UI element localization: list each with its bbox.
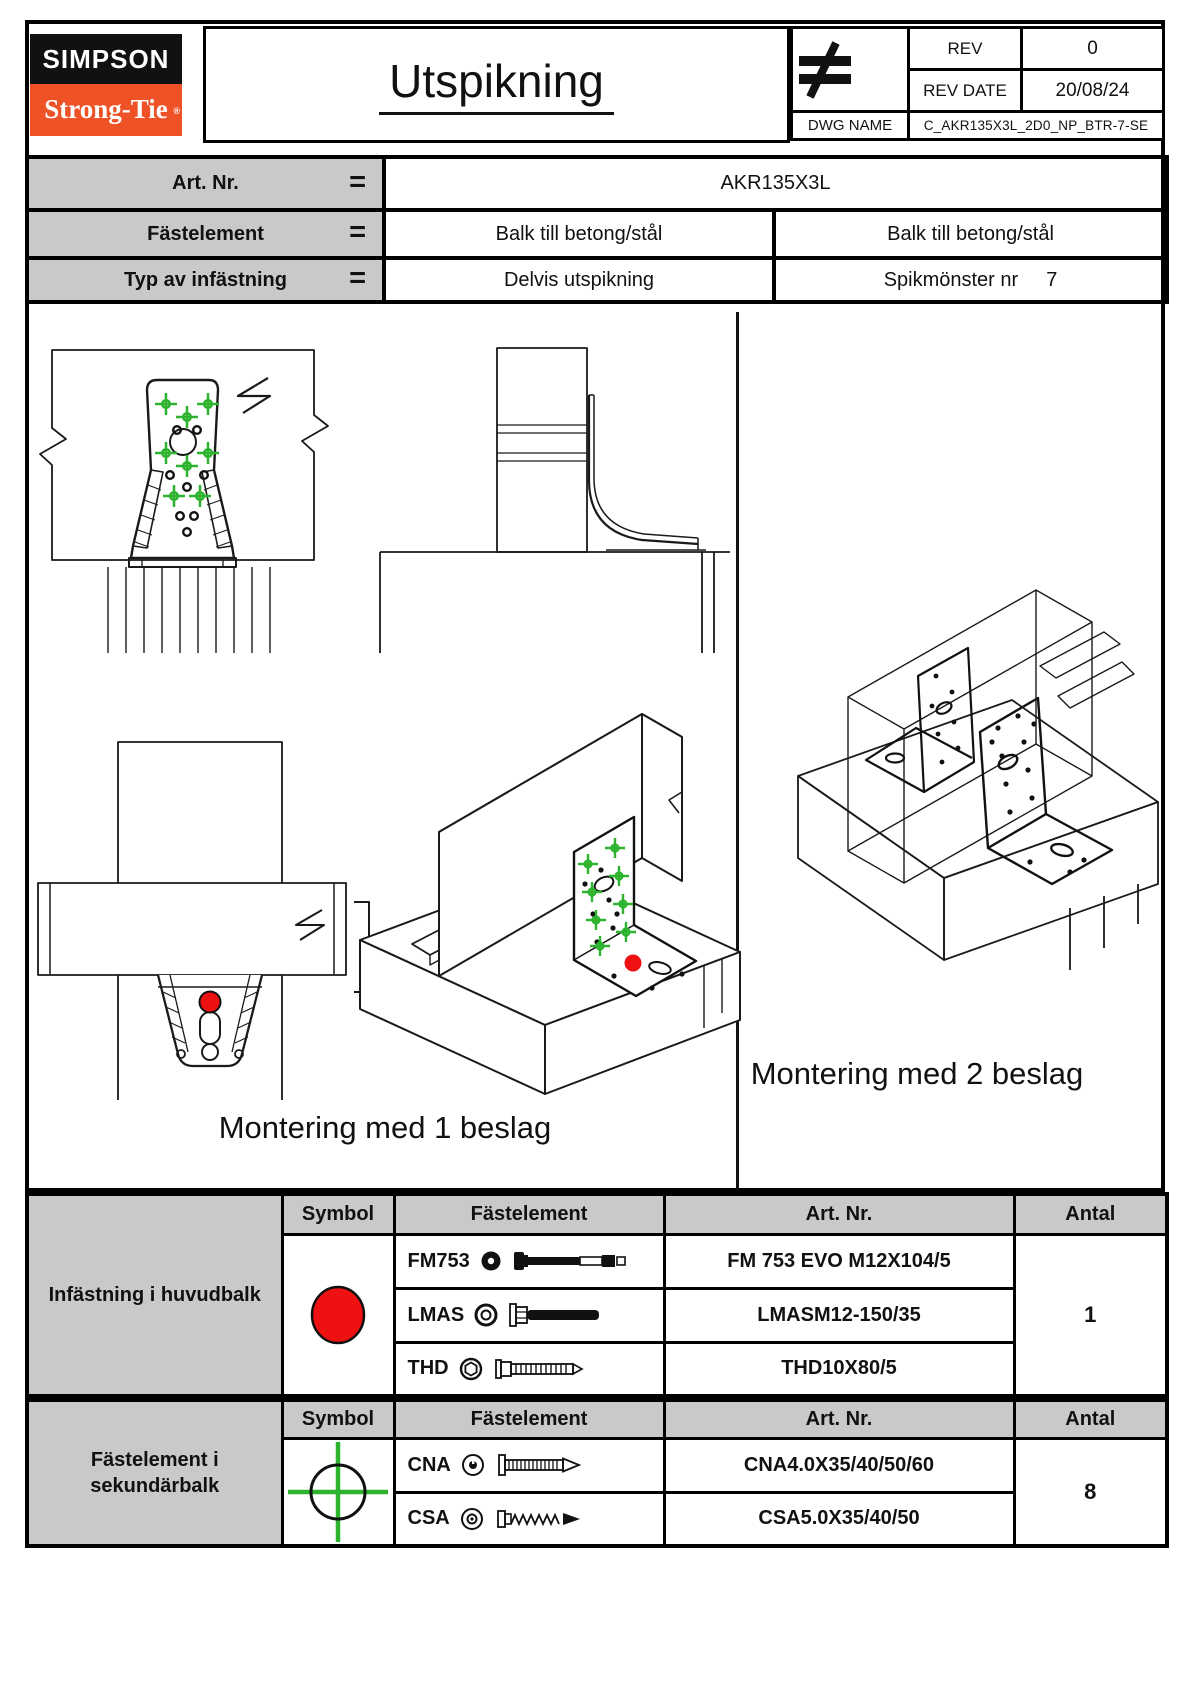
simpson-strongtie-logo (30, 34, 182, 136)
rev-date-label: REV DATE (909, 70, 1022, 112)
section-label: Infästning i huvudbalk (27, 1194, 282, 1396)
fastener-table-huvudbalk (25, 1192, 1169, 1398)
thd-screw-icon (493, 1354, 611, 1384)
thd-head-icon (459, 1357, 483, 1381)
artnr-cell: THD10X80/5 (664, 1342, 1014, 1396)
rev-date-value: 20/08/24 (1022, 70, 1164, 112)
col-antal: Antal (1014, 1194, 1167, 1234)
fastener-row: CSA (394, 1492, 664, 1546)
info-row-fastelement-left: Balk till betong/stål (384, 210, 774, 258)
equals-sign: = (349, 262, 366, 295)
csa-head-icon (460, 1507, 484, 1531)
fastener-table-sekundarbalk (25, 1398, 1169, 1548)
symbol-cell (282, 1234, 394, 1396)
plan-view-drawing (30, 690, 355, 1105)
caption-montering-2: Montering med 2 beslag (750, 1056, 1084, 1091)
red-dot-symbol-icon (303, 1280, 373, 1350)
artnr-cell: CSA5.0X35/40/50 (664, 1492, 1014, 1546)
info-row-artnr-label: Art. Nr. = (27, 157, 384, 210)
info-row-spikmonster: Spikmönster nr 7 (774, 258, 1167, 302)
spikmonster-number: 7 (1046, 268, 1058, 291)
info-row-type-left: Delvis utspikning (384, 258, 774, 302)
info-row-type-label: Typ av infästning = (27, 258, 384, 302)
fm753-head-icon (480, 1250, 502, 1272)
fastener-row: LMAS (394, 1288, 664, 1342)
revision-table (790, 26, 1165, 141)
col-fastener: Fästelement (394, 1400, 664, 1438)
rev-label: REV (909, 28, 1022, 70)
bolt-marker-red (625, 955, 642, 972)
info-row-artnr-value: AKR135X3L (384, 157, 1167, 210)
not-equal-stamp (792, 28, 909, 112)
rev-value: 0 (1022, 28, 1164, 70)
cna-head-icon (461, 1453, 485, 1477)
isometric-one-bracket-drawing (352, 692, 742, 1097)
info-row-fastelement-right: Balk till betong/stål (774, 210, 1167, 258)
green-crosshair-symbol-icon (286, 1440, 390, 1544)
fastener-row: FM753 (394, 1234, 664, 1288)
symbol-cell (282, 1438, 394, 1546)
not-equal-icon (793, 41, 857, 99)
side-view-drawing (362, 320, 732, 655)
equals-sign: = (349, 165, 366, 198)
info-row-fastelement-label: Fästelement = (27, 210, 384, 258)
lmas-bolt-icon (508, 1300, 626, 1330)
fastener-row: THD (394, 1342, 664, 1396)
col-symbol: Symbol (282, 1400, 394, 1438)
lmas-head-icon (474, 1303, 498, 1327)
fm753-bolt-icon (512, 1246, 630, 1276)
isometric-two-brackets-drawing (740, 470, 1160, 1045)
antal-cell: 1 (1014, 1234, 1167, 1396)
dwg-name-value: C_AKR135X3L_2D0_NP_BTR-7-SE (909, 112, 1164, 140)
front-view-drawing (30, 320, 360, 655)
logo-simpson: SIMPSON (30, 34, 182, 84)
title-block (203, 26, 790, 143)
col-artnr: Art. Nr. (664, 1400, 1014, 1438)
equals-sign: = (349, 216, 366, 249)
col-antal: Antal (1014, 1400, 1167, 1438)
bolt-marker-red (200, 992, 221, 1013)
col-fastener: Fästelement (394, 1194, 664, 1234)
artnr-cell: FM 753 EVO M12X104/5 (664, 1234, 1014, 1288)
fastener-row: CNA (394, 1438, 664, 1492)
csa-screw-icon (494, 1504, 612, 1534)
break-symbol-icon (238, 378, 270, 413)
artnr-cell: CNA4.0X35/40/50/60 (664, 1438, 1014, 1492)
sheet-title: Utspikning (379, 54, 614, 115)
caption-montering-1: Montering med 1 beslag (218, 1110, 552, 1145)
cna-nail-icon (495, 1450, 613, 1480)
info-table (25, 155, 1169, 304)
artnr-cell: LMASM12-150/35 (664, 1288, 1014, 1342)
dwg-name-label: DWG NAME (792, 112, 909, 140)
antal-cell: 8 (1014, 1438, 1167, 1546)
registered-mark: ® (173, 106, 180, 116)
col-artnr: Art. Nr. (664, 1194, 1014, 1234)
col-symbol: Symbol (282, 1194, 394, 1234)
section-label: Fästelement i sekundärbalk (27, 1400, 282, 1546)
logo-strongtie: Strong-Tie ® (30, 84, 182, 136)
